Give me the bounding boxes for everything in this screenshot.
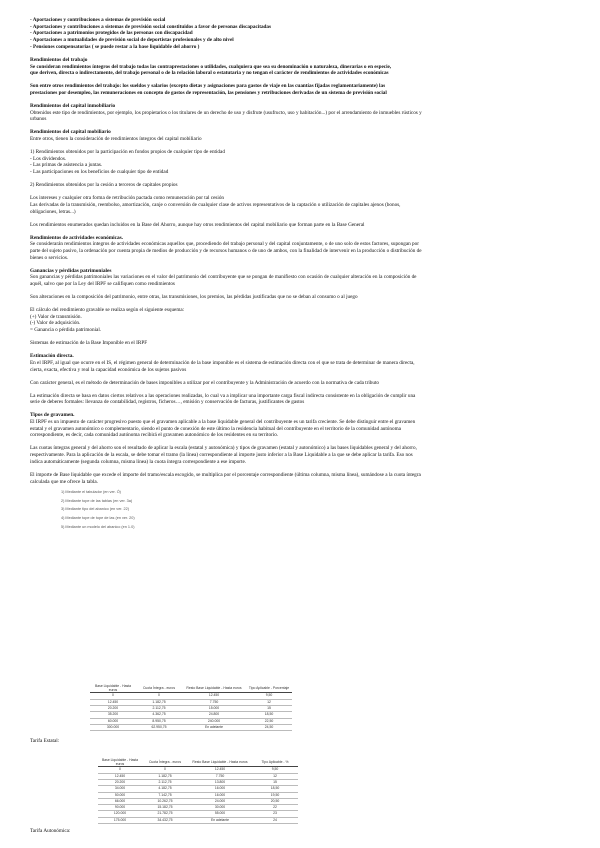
list-item: 2) Mediante tope de las tablas (en ver. 3a) (61, 498, 133, 503)
table-cell: En adelante (188, 817, 252, 823)
section-heading-mobiliario: Rendimientos del capital mobiliario (30, 129, 111, 136)
regional-tax-table (98, 758, 298, 824)
table-body (90, 693, 292, 731)
list-item: (+) Valor de transmisión. (30, 313, 82, 320)
table-cell: 16.000 (188, 786, 252, 792)
table-cell: 20.200 (98, 780, 142, 786)
section-heading-actividades: Rendimientos de actividades económicas. (30, 234, 123, 241)
table-cell: 15 (246, 706, 292, 712)
table-cell: 34.432,75 (142, 817, 188, 823)
paragraph-line: prestaciones por desempleo, las remuneraciones en concepto de gastos de representación, las pensiones y retribuciones derivadas de un sistema de previsión social (30, 89, 387, 96)
table-cell: 9,50 (252, 767, 298, 773)
table-cell: 62.950,75 (136, 724, 182, 730)
state-tax-table (90, 684, 292, 731)
table-cell: 12 (252, 773, 298, 779)
table-cell: 120.000 (98, 811, 142, 817)
paragraph-line: Son entre otros rendimientos del trabajo: los sueldos y salarios (excepto dietas y asignaciones para gastos de viaje en las cuantías fijadas reglamentariamente) las (30, 83, 386, 90)
table-cell: 8.950,75 (136, 718, 182, 724)
section-heading-inmobiliario: Rendimientos del capital inmobiliario (30, 102, 116, 109)
paragraph-line: respectivamente. Para la aplicación de la escala, se debe tomar el tramo (la línea) correspondiente al importe justo inferior a la Base Liquidable a la que se debe aplicar la tarifa. Eso nos (30, 452, 413, 459)
paragraph-line: Se considerarán rendimientos íntegros de actividades económicas aquellos que, procediendo del trabajo personal y del capital conjuntamente, o de uno solo de estos factores, supongan por (30, 241, 419, 248)
paragraph-line: Los intereses y cualquier otra forma de retribución pactada como remuneración por tal cesión (30, 195, 225, 202)
table-header: Cuota Íntegra - euros (136, 684, 182, 693)
paragraph-line: 2) Rendimientos obtenidos por la cesión a terceros de capitales propios (30, 182, 178, 189)
table-cell: 20.200 (90, 706, 136, 712)
table-cell: 50.000 (98, 792, 142, 798)
paragraph-line: bienes o servicios. (30, 254, 69, 261)
paragraph-line: Entre otros, tienen la consideración de rendimientos íntegros del capital mobiliario (30, 136, 202, 143)
list-item: - Pensiones compensatorias ( se puede restar a la base liquidable del ahorro ) (30, 43, 200, 50)
paragraph-line: cierta, exacta, efectiva y real la capacidad económica de los sujetos pasivos (30, 366, 187, 373)
table-cell: 12.450 (188, 767, 252, 773)
table-cell: 4.182,75 (142, 786, 188, 792)
paragraph-line: estatal y el gravamen autonómico o complementario, siendo el punto de conexión de este último la residencia habitual del contribuyente en el territorio de la comunidad autónoma (30, 425, 401, 432)
list-item: - Las participaciones en los beneficios de cualquier tipo de entidad (30, 169, 169, 176)
table-cell: 12 (246, 699, 292, 705)
paragraph-line: indica automáticamente (segunda columna, misma línea) la cuota íntegra correspondiente a ese importe. (30, 458, 247, 465)
paragraph-line: Sistemas de estimación de la Base Imponible en el IRPF (30, 340, 148, 347)
table-cell: 240.000 (182, 718, 246, 724)
paragraph-line: que deriven, directa o indirectamente, del trabajo personal o de la relación laboral o estatutaria y no tengan el carácter de rendimientos de actividades económicas (30, 70, 389, 77)
list-item: - Aportaciones a patrimonios protegidos de las personas con discapacidad (30, 30, 193, 37)
table-cell: 9,50 (246, 693, 292, 699)
list-item: - Las primas de asistencia a juntas. (30, 162, 103, 169)
paragraph-line: 1) Rendimientos obtenidos por la participación en fondos propios de cualquier tipo de entidad (30, 149, 225, 156)
section-heading-trabajo: Rendimientos del trabajo (30, 56, 88, 63)
table-cell: 16.000 (188, 792, 252, 798)
table-cell: 35.200 (90, 712, 136, 718)
paragraph-line: aquél, salvo que por la Ley del IRPF se califiquen como rendimientos (30, 281, 175, 288)
table-cell: 0 (98, 767, 142, 773)
list-item: - Aportaciones a mutualidades de previsión social de deportistas profesionales y de alto nivel (30, 37, 234, 44)
table-cell: 7.142,75 (142, 792, 188, 798)
paragraph-line: En el IRPF, al igual que ocurre en el IS, el régimen general de determinación de la base imponible es el sistema de estimación directa con el que se trata de determinar de manera directa, (30, 359, 415, 366)
section-heading-tipos-gravamen: Tipos de gravamen. (30, 412, 75, 419)
table-cell: 60.000 (90, 718, 136, 724)
list-item: - Aportaciones y contribuciones a sistemas de previsión social (30, 17, 166, 23)
table-cell: 1.182,75 (136, 699, 182, 705)
table-cell: 24.800 (182, 712, 246, 718)
table-header: Cuota Íntegra - euros (142, 758, 188, 767)
state-tax-table-label: Tarifa Estatal: (30, 738, 60, 744)
table-row (90, 724, 292, 730)
table-cell: 2.112,75 (142, 780, 188, 786)
table-cell: 24.000 (188, 798, 252, 804)
paragraph-line: serie de deberes formales: llevanza de contabilidad, registros, ficheros…, emisión y conservación de facturas, justificantes de gastos (30, 399, 305, 406)
list-item: (-) Valor de adquisición. (30, 320, 81, 327)
table-header: Base Liquidable - Hasta euros (98, 758, 142, 767)
regional-tax-table-label: Tarifa Autonómica: (30, 828, 71, 834)
paragraph-line: Con carácter general, es el método de determinación de bases imponibles a utilizar por el contribuyente y la Administración de acuerdo con la normativa de cada tributo (30, 379, 380, 386)
deductions-list (30, 17, 575, 51)
table-cell: 15 (252, 780, 298, 786)
table-header: Resto Base Liquidable - Hasta euros (188, 758, 252, 767)
table-header: Tipo Aplicable - Porcentaje (246, 684, 292, 693)
paragraph-line: Las cuotas íntegras general y del ahorro son el resultado de aplicar la escala (estatal y autonómica) y tipos de gravamen (estatal y autonómico) a las bases liquidables general y del ahorro, (30, 445, 417, 452)
table-cell: 55.000 (188, 811, 252, 817)
table-cell: 10.262,75 (142, 798, 188, 804)
table-cell: 23 (252, 811, 298, 817)
section-heading-estimacion-directa: Estimación directa. (30, 353, 74, 360)
table-header: Resto Base Liquidable - Hasta euros (182, 684, 246, 693)
document-page (30, 17, 575, 531)
table-cell: 18,50 (246, 712, 292, 718)
table-cell: 7.750 (188, 773, 252, 779)
paragraph-line: Son alteraciones en la composición del patrimonio, entre otras, las transmisiones, los premios, las pérdidas justificadas que no se deban al consumo o al juego (30, 294, 358, 301)
paragraph-line: El importe de Base liquidable que excede el importe del tramo/escala escogido, se multiplica por el porcentaje correspondiente (última columna, misma línea), sumándose a la cuota íntegra (30, 471, 421, 478)
paragraph-line: Son ganancias y pérdidas patrimoniales las variaciones en el valor del patrimonio del contribuyente que se pongan de manifiesto con ocasión de cualquier alteración en la composición de (30, 274, 417, 281)
table-cell: En adelante (182, 724, 246, 730)
table-body (98, 767, 298, 824)
table-cell: 12.450 (182, 693, 246, 699)
table-row (98, 817, 298, 823)
paragraph-line: obligaciones, letras...) (30, 208, 76, 215)
table-cell: 15.000 (182, 706, 246, 712)
list-item: = Ganancia o pérdida patrimonial. (30, 327, 102, 334)
table-cell: 0 (136, 693, 182, 699)
list-item: 3) Mediante tipo del abanico (en ver. 22) (61, 507, 129, 512)
table-header: Base Liquidable - Hasta euros (90, 684, 136, 693)
table-cell: 24,50 (246, 724, 292, 730)
list-item: 1) Mediante el tabulador (en ver. Ó) (61, 490, 121, 495)
table-cell: 22,50 (246, 718, 292, 724)
table-cell: 13.800 (188, 780, 252, 786)
paragraph-line: parte del sujeto pasivo, la ordenación por cuenta propia de medios de producción y de recursos humanos o de uno de ambos, con la finalidad de intervenir en la producción o distribución de (30, 247, 422, 254)
table-cell: 1.182,75 (142, 773, 188, 779)
paragraph-line: El IRPF es un impuesto de carácter progresivo puesto que el gravamen aplicable a la base liquidable general del contribuyente es un tarifa creciente. Se debe distinguir entre el gravamen (30, 418, 416, 425)
table-cell: 34.000 (98, 786, 142, 792)
table-cell: 30.000 (188, 805, 252, 811)
scale-method-list (30, 488, 575, 531)
table-cell: 66.000 (98, 798, 142, 804)
paragraph-line: correspondiente, es decir, cada comunidad autónoma recibirá el gravamen autonómico de los residentes en su territorio. (30, 432, 279, 439)
paragraph-line: urbanos (30, 116, 47, 123)
paragraph-line: Los rendimientos enumerados quedan incluidos en la Base del Ahorro, aunque hay otros rendimientos del capital mobiliario que forman parte en la Base General (30, 221, 365, 228)
list-item: - Aportaciones y contribuciones a sistemas de previsión social constituidos a favor de personas discapacitadas (30, 23, 272, 30)
table-cell: 300.000 (90, 724, 136, 730)
table-cell: 90.000 (98, 805, 142, 811)
table-cell: 175.000 (98, 817, 142, 823)
table-cell: 22 (252, 805, 298, 811)
table-cell: 20,50 (252, 798, 298, 804)
paragraph-line: Las derivadas de la transmisión, reembolso, amortización, canje o conversión de cualquier clase de activos representativos de la captación o utilización de capitales ajenos (bonos, (30, 201, 401, 208)
table-cell: 2.112,75 (136, 706, 182, 712)
table-cell: 18,50 (252, 786, 298, 792)
table-cell: 19,50 (252, 792, 298, 798)
table-cell: 12.450 (98, 773, 142, 779)
paragraph-line: El cálculo del rendimiento gravable se realiza según el siguiente esquema: (30, 307, 185, 314)
table-cell: 7.750 (182, 699, 246, 705)
list-item: - Los dividendos. (30, 155, 67, 162)
list-item: 4) Mediante tope de tope de las (en ver. 20) (61, 515, 135, 520)
paragraph-line: Obtenidos este tipo de rendimientos, por ejemplo, los propietarios o los titulares de un derecho de uso y disfrute (usufructo, uso y habitación...) por el arrendamiento de inmuebles rústicos y (30, 109, 422, 116)
table-cell: 0 (90, 693, 136, 699)
paragraph-line: calculada que me ofrece la tabla. (30, 478, 98, 485)
table-cell: 12.450 (90, 699, 136, 705)
table-cell: 15.182,75 (142, 805, 188, 811)
table-cell: 4.362,75 (136, 712, 182, 718)
table-header: Tipo Aplicable - % (252, 758, 298, 767)
paragraph-line: Se consideran rendimientos íntegros del trabajo todas las contraprestaciones o utilidades, cualquiera que sea su denominación o naturaleza, dinerarias o en especie, (30, 63, 392, 70)
list-item: 5) Mediante un modelo del abanico (en 1.0) (61, 524, 135, 529)
table-cell: 24 (252, 817, 298, 823)
paragraph-line: La estimación directa se basa en datos ciertos relativos a las operaciones realizadas, lo cual va a implicar una importante carga fiscal indirecta consistente en la obligación de cumplir una (30, 392, 416, 399)
table-cell: 21.782,75 (142, 811, 188, 817)
section-heading-ganancias: Ganancias y pérdidas patrimoniales (30, 267, 112, 274)
table-cell: 0 (142, 767, 188, 773)
